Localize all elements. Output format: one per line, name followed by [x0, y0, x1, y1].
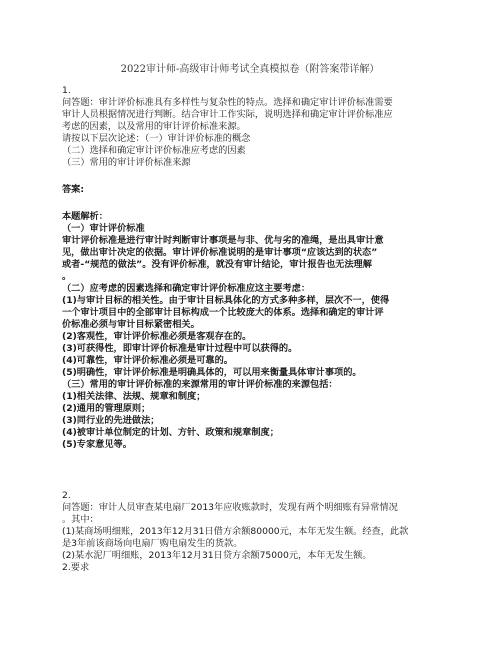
q2-number: 2.	[62, 490, 71, 501]
analysis-line: （一）审计评价标准	[62, 223, 145, 234]
q2-stem-line: 是3年前该商场向电扇厂购电扇发生的货款。	[62, 538, 243, 549]
analysis-line: (4)可靠性，审计评价标准必须是可靠的。	[62, 355, 233, 366]
q2-stem-line: (2)某水泥厂明细账，2013年12月31日贷方余额75000元，本年无发生额。	[62, 550, 372, 561]
q1-stem-line: （二）选择和确定审计评价标准应考虑的因素	[62, 145, 246, 156]
analysis-line: (2)通用的管理原则；	[62, 403, 151, 414]
analysis-line: (5)明确性，审计评价标准是明确具体的，可以用来衡量具体审计事项的。	[62, 367, 362, 378]
q1-stem-line: 问答题：审计评价标准具有多样性与复杂性的特点。选择和确定审计评价标准需要	[62, 97, 393, 108]
analysis-label: 本题解析：	[62, 211, 108, 222]
q1-stem-line: （三）常用的审计评价标准来源	[62, 157, 191, 168]
analysis-line: (1)与审计目标的相关性。由于审计目标具体化的方式多种多样，层次不一，使得	[62, 295, 390, 306]
analysis-line: 。	[62, 271, 72, 282]
analysis-line: 审计评价标准是进行审计时判断审计事项是与非、优与劣的准绳，是出具审计意	[62, 235, 384, 246]
q1-stem-line: 审计人员根据情况进行判断。结合审计工作实际，说明选择和确定审计评价标准应	[62, 109, 393, 120]
analysis-line: （二）应考虑的因素选择和确定审计评价标准应这主要考虑：	[62, 283, 311, 294]
analysis-line: (1)相关法律、法规、规章和制度；	[62, 391, 206, 402]
analysis-line: (2)客观性，审计评价标准必须是客观存在的。	[62, 331, 252, 342]
q1-stem-line: 请按以下层次论述：（一）审计评价标准的概念	[62, 133, 251, 144]
analysis-line: 或者-“规范的做法”。没有评价标准，就没有审计结论，审计报告也无法理解	[62, 259, 372, 270]
answer-label: 答案:	[62, 184, 85, 195]
q1-number: 1.	[62, 85, 71, 96]
document-title: 2022审计师-高级审计师考试全真模拟卷（附答案带详解）	[120, 64, 380, 75]
q1-stem-line: 考虑的因素，以及常用的审计评价标准来源。	[62, 121, 246, 132]
analysis-line: （三）常用的审计评价标准的来源常用的审计评价标准的来源包括：	[62, 379, 338, 390]
q2-stem-line: 问答题：审计人员审查某电扇厂2013年应收账款时，发现有两个明细账有异常情况	[62, 502, 398, 513]
q2-stem-line: 2.要求	[62, 562, 90, 573]
analysis-line: (5)专家意见等。	[62, 439, 132, 450]
q2-stem-line: 。其中：	[62, 514, 99, 525]
analysis-line: 见，做出审计决定的依据。审计评价标准说明的是审计事项“应该达到的状态”	[62, 247, 378, 258]
analysis-line: 价标准必须与审计目标紧密相关。	[62, 319, 200, 330]
analysis-line: (3)可获得性，即审计评价标准是审计过程中可以获得的。	[62, 343, 298, 354]
q2-stem-line: (1)某商场明细账，2013年12月31日借方余额80000元，本年无发生额。经查，此款	[62, 526, 409, 537]
analysis-line: (4)被审计单位制定的计划、方针、政策和规章制度；	[62, 427, 279, 438]
analysis-line: 一个审计项目中的全部审计目标构成一个比较庞大的体系。选择和确定的审计评	[62, 307, 384, 318]
analysis-line: (3)同行业的先进做法；	[62, 415, 160, 426]
